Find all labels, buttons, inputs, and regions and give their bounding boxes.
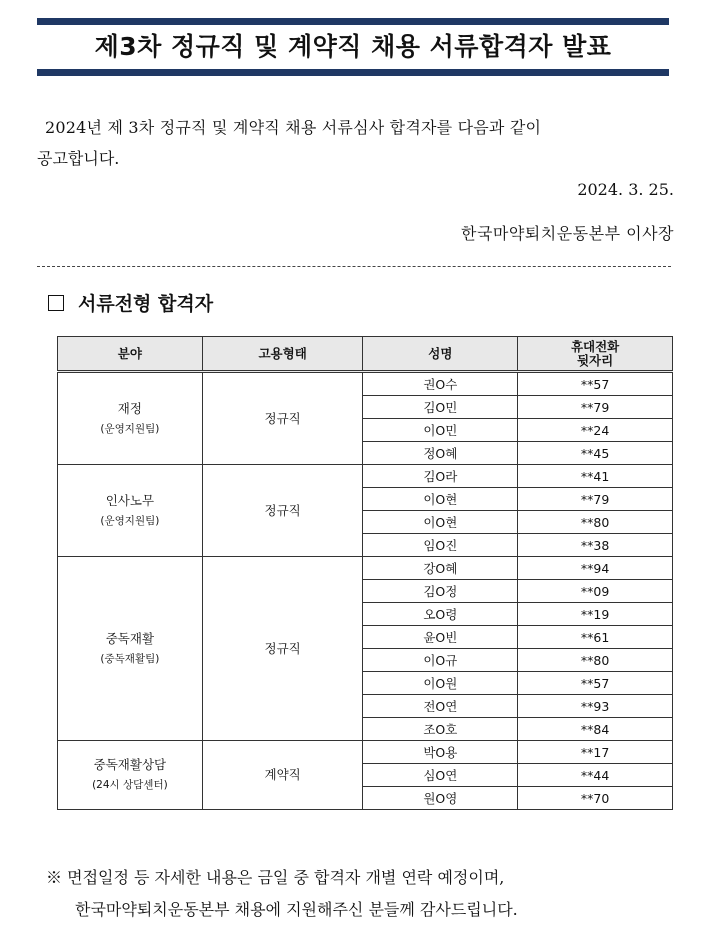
cell-phone: **41	[518, 465, 673, 488]
cell-name: 김O정	[363, 580, 518, 603]
cell-name: 이O현	[363, 511, 518, 534]
cell-phone: **24	[518, 419, 673, 442]
cell-phone: **70	[518, 787, 673, 810]
cell-name: 권O수	[363, 372, 518, 396]
cell-field	[58, 465, 203, 557]
title-top-bar	[37, 18, 669, 25]
cell-name: 원O영	[363, 787, 518, 810]
cell-employment-type: 계약직	[202, 741, 363, 810]
cell-phone: **09	[518, 580, 673, 603]
field-label: 재정	[117, 400, 142, 416]
signer: 한국마약퇴치운동본부 이사장	[460, 224, 674, 243]
cell-name: 오O령	[363, 603, 518, 626]
team-label: (운영지원팀)	[100, 514, 160, 527]
field-label: 중독재활	[105, 630, 155, 646]
table-row	[58, 557, 673, 580]
header-phone-line-2: 뒷자리	[576, 352, 614, 368]
cell-name: 조O호	[363, 718, 518, 741]
cell-field	[58, 741, 203, 810]
cell-phone: **57	[518, 672, 673, 695]
table-row	[58, 465, 673, 488]
cell-name: 김O민	[363, 396, 518, 419]
section-title: 서류전형 합격자	[78, 293, 214, 315]
field-label: 인사노무	[105, 492, 155, 508]
intro-line-2: 공고합니다.	[37, 149, 120, 168]
cell-field	[58, 372, 203, 465]
cell-employment-type: 정규직	[202, 557, 363, 741]
page-title: 제3차 정규직 및 계약직 채용 서류합격자 발표	[94, 32, 612, 61]
footnote-line-1-text: 면접일정 등 자세한 내용은 금일 중 합격자 개별 연락 예정이며,	[67, 868, 505, 887]
title-bottom-bar	[37, 69, 669, 76]
intro-paragraph	[37, 112, 675, 174]
section-heading	[48, 289, 213, 316]
cell-phone: **61	[518, 626, 673, 649]
cell-phone: **19	[518, 603, 673, 626]
announcement-date: 2024. 3. 25.	[577, 180, 674, 199]
team-label: (운영지원팀)	[100, 422, 160, 435]
cell-name: 박O용	[363, 741, 518, 764]
header-phone	[518, 337, 673, 372]
intro-line-1: 2024년 제 3차 정규직 및 계약직 채용 서류심사 합격자를 다음과 같이	[45, 118, 542, 137]
cell-name: 이O현	[363, 488, 518, 511]
cell-phone: **94	[518, 557, 673, 580]
cell-name: 김O라	[363, 465, 518, 488]
cell-name: 심O연	[363, 764, 518, 787]
cell-phone: **79	[518, 488, 673, 511]
cell-name: 정O혜	[363, 442, 518, 465]
cell-phone: **93	[518, 695, 673, 718]
dashed-divider	[37, 266, 671, 267]
cell-phone: **84	[518, 718, 673, 741]
cell-phone: **17	[518, 741, 673, 764]
footnote-line-1	[46, 862, 518, 894]
cell-name: 강O혜	[363, 557, 518, 580]
header-phone-line-1: 휴대전화	[570, 338, 620, 354]
table-row	[58, 741, 673, 764]
team-label: (24시 상담센터)	[92, 779, 168, 791]
cell-phone: **44	[518, 764, 673, 787]
cell-employment-type: 정규직	[202, 465, 363, 557]
cell-name: 이O원	[363, 672, 518, 695]
field-label: 중독재활상담	[93, 757, 167, 772]
cell-phone: **80	[518, 649, 673, 672]
header-name: 성명	[363, 337, 518, 372]
cell-name: 전O연	[363, 695, 518, 718]
note-mark: ※	[46, 868, 63, 887]
results-table	[57, 336, 673, 810]
title-banner	[37, 18, 669, 76]
cell-phone: **57	[518, 372, 673, 396]
footnote	[46, 862, 518, 926]
cell-phone: **38	[518, 534, 673, 557]
cell-field	[58, 557, 203, 741]
header-type: 고용형태	[202, 337, 363, 372]
cell-name: 이O규	[363, 649, 518, 672]
cell-phone: **45	[518, 442, 673, 465]
table-header-row	[58, 337, 673, 372]
footnote-line-2: 한국마약퇴치운동본부 채용에 지원해주신 분들께 감사드립니다.	[75, 900, 518, 919]
results-body	[58, 372, 673, 810]
table-row	[58, 372, 673, 396]
cell-name: 임O진	[363, 534, 518, 557]
cell-phone: **80	[518, 511, 673, 534]
header-field: 분야	[58, 337, 203, 372]
cell-name: 윤O빈	[363, 626, 518, 649]
cell-phone: **79	[518, 396, 673, 419]
checkbox-square-icon	[48, 295, 64, 311]
team-label: (중독재활팀)	[100, 652, 160, 665]
cell-employment-type: 정규직	[202, 372, 363, 465]
cell-name: 이O민	[363, 419, 518, 442]
